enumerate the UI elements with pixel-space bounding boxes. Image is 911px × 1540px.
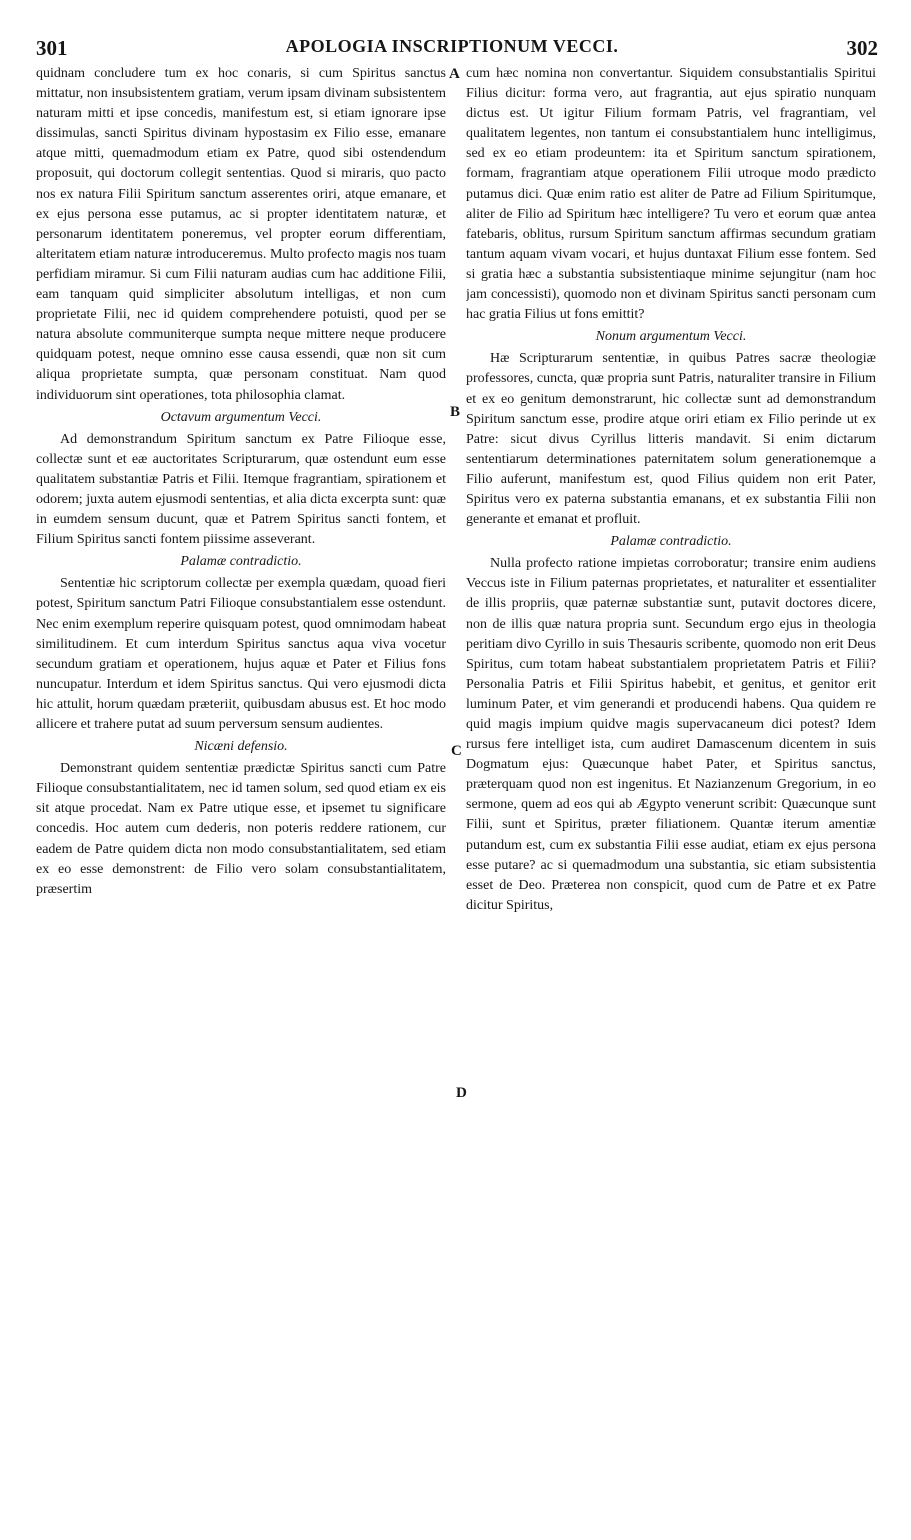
page-number-right: 302: [846, 36, 878, 60]
running-header: [26, 36, 878, 58]
left-paragraph-3: Sententiæ hic scriptorum collectæ per exempla quædam, quoad fieri potest, Spiritum sanctum Patri Filioque consubstantialem esse ostendunt. Nec enim exemplum reperire quisquam potest, quod omnimodam habeat similitudinem. Et cum interdum Spiritus sanctus aqua viva vocetur secundum gratiam et operationem, hujus aquæ et Pater et Filius fons nuncupatur. Interdum et idem Spiritus sanctus. Qui vero ejusmodi dicta hic attulit, horum quædam præteriit, quibusdam abusus est. Et hoc modo allicere et trahere putat ad suum perversum sensum audientes.: [36, 576, 446, 732]
left-column: [36, 64, 446, 1484]
margin-letter-a: A: [449, 66, 460, 82]
left-paragraph-2: Ad demonstrandum Spiritum sanctum ex Patre Filioque esse, collectæ sunt et eæ auctoritates Scripturarum, quæ ostendunt eum esse qualitatem substantiæ Patris et Filii. Itemque fragrantiam, spirationem et odorem; juxta autem ejusmodi sententias, et alia dicta excerpta sunt: quæ in eumdem sensum ducunt, quæ et Patrem Spiritus sancti fontem, et Filium Spiritus sancti fontem piissime asseverant.: [36, 431, 446, 548]
heading-nonum-argumentum: Nonum argumentum Vecci.: [595, 329, 747, 345]
left-paragraph-4: Demonstrant quidem sententiæ prædictæ Spiritus sancti cum Patre Filioque consubstantialitatem, nec id tamen solum, sed quod etiam ex eis sit atque procedat. Nam ex Patre utique esse, et ipsemet tu significare concedis. Hoc autem cum dederis, non poteris reddere rationem, cur eadem de Patre quidem dicta non modo consubstantialitatem, sed etiam ex eo esse demonstrent: de Filio vero solam consubstantialitatem, præsertim: [36, 761, 446, 897]
right-column: [466, 64, 876, 1484]
running-title: APOLOGIA INSCRIPTIONUM VECCI.: [285, 36, 619, 56]
page-number-left: 301: [36, 36, 68, 60]
right-paragraph-1: cum hæc nomina non convertantur. Siquidem consubstantialis Spiritui Filius dicitur: forma vero, aut fragrantia, aut ejus spiratio nunquam dictus est. Ut igitur Filium formam Patris, vel fragrantiam, vel qualitatem legentes, non tantum ei consubstantialem hunc intelligimus, sed ex eo etiam prodeuntem: ita et Spiritum sanctum spirationem, formam, fragrantiam atque operationem Filii utroque modo prædicto putamus dici. Quæ enim ratio est aliter de Patre ad Filium Spiritumque, aliter de Filio ad Spiritum hæc intelligere? Tu vero et eorum quæ antea fatebaris, oblitus, rursum Spiritum sanctum affirmas secundum gratiam tantum aquam vivam vocari, et hujus duntaxat Filium esse fontem. Sed si gratia hæc a substantia subsistentiaque minime sejungitur (nam hoc jam concessisti), quomodo non et divinam Spiritus sancti personam cum hac gratia Filius ut fons emittit?: [466, 66, 876, 323]
margin-letter-d: D: [456, 1085, 467, 1101]
heading-palamae-contradictio-1: Palamæ contradictio.: [180, 554, 302, 570]
right-paragraph-3: Nulla profecto ratione impietas corroboratur; transire enim audiens Veccus iste in Filium paternas proprietates, et naturaliter et essentialiter de illis propriis, quæ paternæ substantiæ sunt, putavit doctores dicere, non de illis quæ natura propria sunt. Secundum ergo ejus in theologia peritiam divo Cyrillo in suis Thesauris scribente, quomodo non erit Deus Spiritus, cum totam habeat substantialem proprietatem Patris et Filii? Personalia Patris et Filii Spiritus habebit, et genitus, et genitor erit luminum Pater, et vim generandi et producendi habens. Qua quidem re quid magis impium quidve magis supervacaneum dici potest? Idem rursus fere intelliget ista, cum audiret Damascenum dicentem in suis Dogmatum ejus: Quæcunque habet Pater, et Spiritus sanctus, præterquam quod non est ingenitus. Et Nazianzenum Gregorium, in eo sermone, quem ad eos qui ab Ægypto venerunt scribit: Quæcunque sunt Filii, sunt et Spiritus, præter filiationem. Quantæ iterum amentiæ putandum est, cum ex substantia Filii esse audiat, etiam ex ejus persona esse putare? ac si quemadmodum una substantia, sic etiam subsistentia esset de Deo. Præterea non conspicit, quod cum de Patre et ex Patre dicitur Spiritus,: [466, 556, 876, 913]
margin-letter-b: B: [450, 404, 461, 420]
heading-octavum-argumentum: Octavum argumentum Vecci.: [160, 409, 322, 425]
margin-letter-c: C: [451, 743, 462, 759]
left-paragraph-1: quidnam concludere tum ex hoc conaris, si cum Spiritus sanctus mittatur, non insubsistentem gratiam, verum ipsam divinam subsistentem naturam mitti et ipse concedis, manifestum est, si etiam ignorare ipse dissimulas, sancti Spiritus divinam hypostasim ex Filio esse, emanare atque mitti, quemadmodum etiam ex Patre, quod sibi ostendendum proposuit, qui doctorum collegit sententias. Quod si miraris, quo pacto nos ex natura Filii Spiritum sanctum asserentes oriri, atque emanare, et ex ejus persona esse putamus, ac si propter identitatem naturæ, et personarum identitatem poneremus, vel propter eorum differentiam, alteritatem etiam naturæ introduceremus. Multo profecto magis nos tuam perfidiam miramur. Si cum Filii naturam audias cum hac additione Filii, eam tanquam quid simpliciter absolutum intelligas, et non cum proprietate Filii, nec id quidem comprehendere potuisti, quod per se natura absolute communiterque sumpta neque mittere neque producere quidquam potest, neque omnino esse causa essendi, quæ non sit cum aliqua proprietate sumpta, quæ personam constituat. Nam quod individuorum sint operationes, tota philosophia clamat.: [36, 66, 446, 403]
right-paragraph-2: Hæ Scripturarum sententiæ, in quibus Patres sacræ theologiæ professores, cuncta, quæ propria sunt Patris, naturaliter transire in Filium et ex eo genitum demonstrarunt, hic collectæ sunt ad demonstrandum Spiritum sanctum esse, prodire atque oriri etiam ex Filio perinde ut ex Patre: sicut divus Cyrillus litteris mandavit. Si enim dictarum sententiarum determinationes paternitatem solum generationemque a Filio auferunt, manifestum est, quod Filius quidem non erit Pater, Spiritus vero ex paterna substantia emanans, et ex substantia Filii non generante et emanat et profluit.: [466, 351, 876, 528]
heading-nicaeni-defensio: Nicæni defensio.: [194, 739, 288, 755]
heading-palamae-contradictio-2: Palamæ contradictio.: [610, 534, 732, 550]
